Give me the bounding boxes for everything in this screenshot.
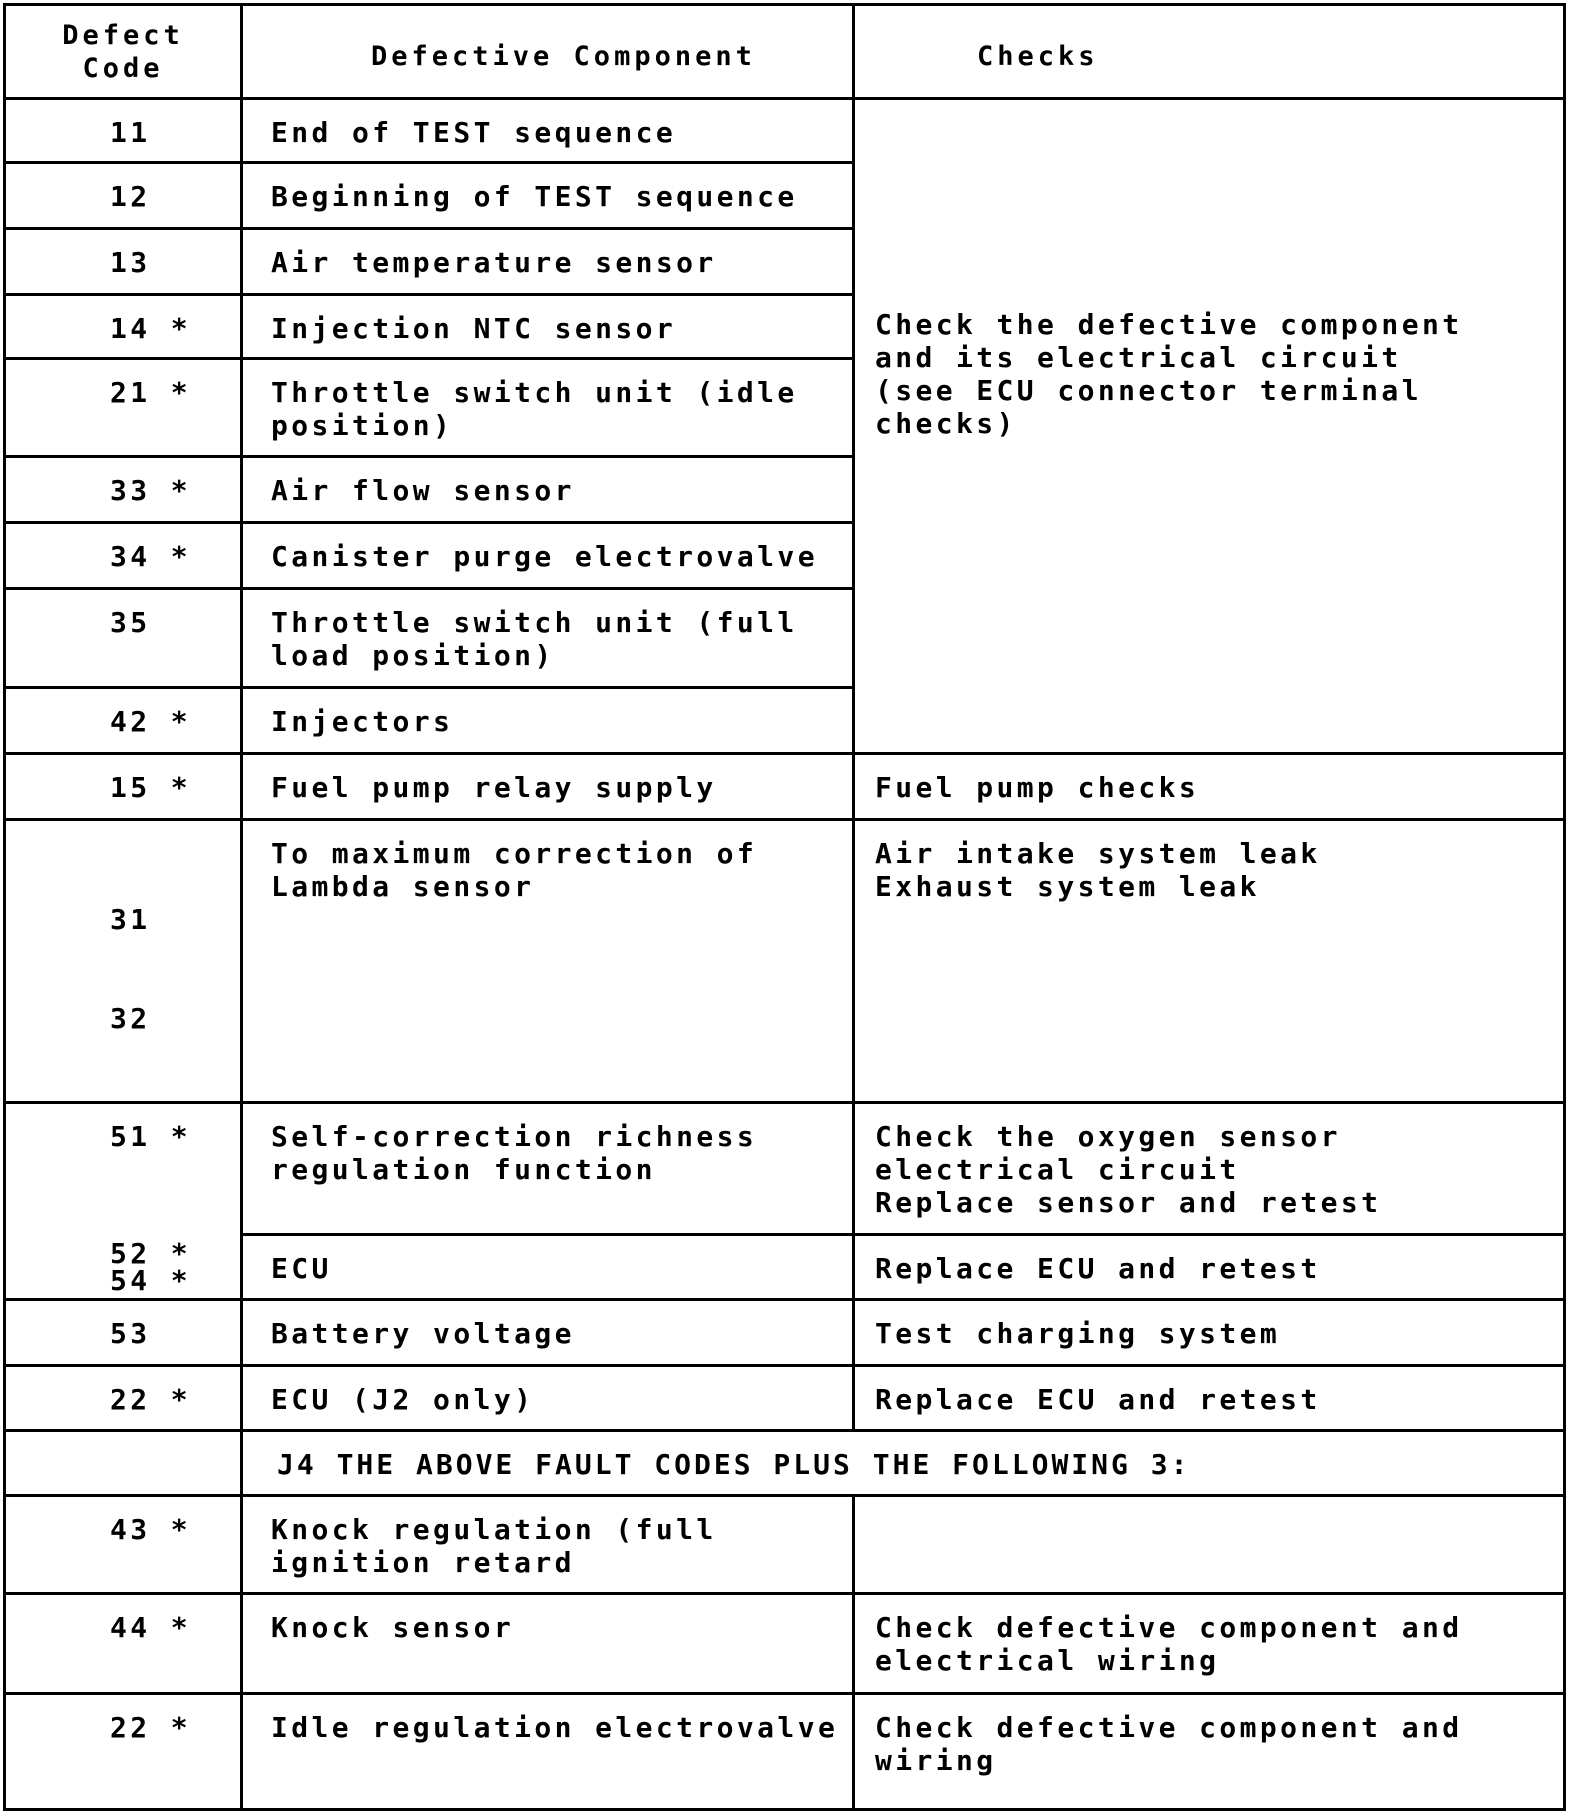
defect-code: 11 [5,99,242,163]
component-line: Self-correction richness [271,1120,758,1153]
check-line: electrical circuit [875,1153,1240,1186]
component-line: To maximum correction of [271,837,758,870]
defective-component [242,1496,854,1594]
defect-code [5,820,242,1103]
check-cell [854,1594,1565,1694]
banner-empty-cell [5,1431,242,1496]
table-row [5,754,1565,820]
check-line: wiring [875,1744,997,1777]
check-line: Exhaust system leak [875,870,1260,903]
check-cell: Replace ECU and retest [854,1235,1565,1300]
defective-component: Beginning of TEST sequence [242,163,854,229]
check-line: Air intake system leak [875,837,1321,870]
check-line: Check defective component and [875,1611,1463,1644]
table-row [5,1694,1565,1810]
component-line: Lambda sensor [271,870,535,903]
defective-component: Knock sensor [242,1594,854,1694]
check-cell [854,820,1565,1103]
component-line: ignition retard [271,1546,575,1579]
defect-code: 35 [5,589,242,688]
j4-banner: J4 THE ABOVE FAULT CODES PLUS THE FOLLOWING 3: [242,1431,1565,1496]
check-cell: Replace ECU and retest [854,1366,1565,1431]
group-check-line: (see ECU connector terminal [875,374,1422,407]
defect-code: 21 * [5,359,242,457]
component-line: Throttle switch unit (full [271,606,798,639]
defective-component: Fuel pump relay supply [242,754,854,820]
header-checks: Checks [854,5,1565,99]
check-cell: Test charging system [854,1300,1565,1366]
group-check-line: Check the defective component [875,308,1463,341]
code-line: 54 * [110,1264,192,1297]
defective-component: End of TEST sequence [242,99,854,163]
header-code-line2: Code [82,52,164,84]
defective-component [242,589,854,688]
component-line: regulation function [271,1153,656,1186]
code-line: 32 [110,1002,151,1035]
defective-component: Injection NTC sensor [242,295,854,359]
defect-code: 33 * [5,457,242,523]
j4-banner-row [5,1431,1565,1496]
header-code-line1: Defect [62,19,184,51]
defective-component: Battery voltage [242,1300,854,1366]
check-cell [854,1103,1565,1235]
code-line: 52 * [110,1237,192,1270]
defective-component: Idle regulation electrovalve [242,1694,854,1810]
defect-code: 42 * [5,688,242,754]
table-row [5,1594,1565,1694]
component-line: Knock regulation (full [271,1513,717,1546]
group-check-line: checks) [875,407,1017,440]
defect-code: 51 * [5,1103,242,1235]
check-line: electrical wiring [875,1644,1220,1677]
check-line: Check defective component and [875,1711,1463,1744]
defect-code: 12 [5,163,242,229]
defective-component: ECU [242,1235,854,1300]
code-line: 31 [110,903,151,936]
defect-code: 15 * [5,754,242,820]
fault-code-table [3,3,1566,1811]
table-row [5,99,1565,163]
component-line: load position) [271,639,555,672]
check-cell [854,1496,1565,1594]
defect-code: 22 * [5,1694,242,1810]
header-row [5,5,1565,99]
defective-component [242,820,854,1103]
defect-code [5,1235,242,1300]
check-cell: Fuel pump checks [854,754,1565,820]
defective-component: ECU (J2 only) [242,1366,854,1431]
table-row [5,1235,1565,1300]
check-cell [854,1694,1565,1810]
header-defective-component: Defective Component [242,5,854,99]
defect-code: 13 [5,229,242,295]
defect-code: 43 * [5,1496,242,1594]
header-defect-code [5,5,242,99]
defect-code: 14 * [5,295,242,359]
group-check-line: and its electrical circuit [875,341,1402,374]
defective-component: Injectors [242,688,854,754]
defect-code: 44 * [5,1594,242,1694]
defective-component: Canister purge electrovalve [242,523,854,589]
table-row [5,1300,1565,1366]
defective-component [242,1103,854,1235]
check-line: Check the oxygen sensor [875,1120,1341,1153]
table-row [5,1496,1565,1594]
defective-component: Air temperature sensor [242,229,854,295]
defective-component [242,359,854,457]
defect-code: 53 [5,1300,242,1366]
defective-component: Air flow sensor [242,457,854,523]
table-row [5,1366,1565,1431]
component-line: Throttle switch unit (idle [271,376,798,409]
table-row [5,1103,1565,1235]
defect-code: 22 * [5,1366,242,1431]
component-line: position) [271,409,454,442]
defect-code: 34 * [5,523,242,589]
check-line: Replace sensor and retest [875,1186,1382,1219]
table-row [5,820,1565,1103]
group-check-cell [854,99,1565,754]
